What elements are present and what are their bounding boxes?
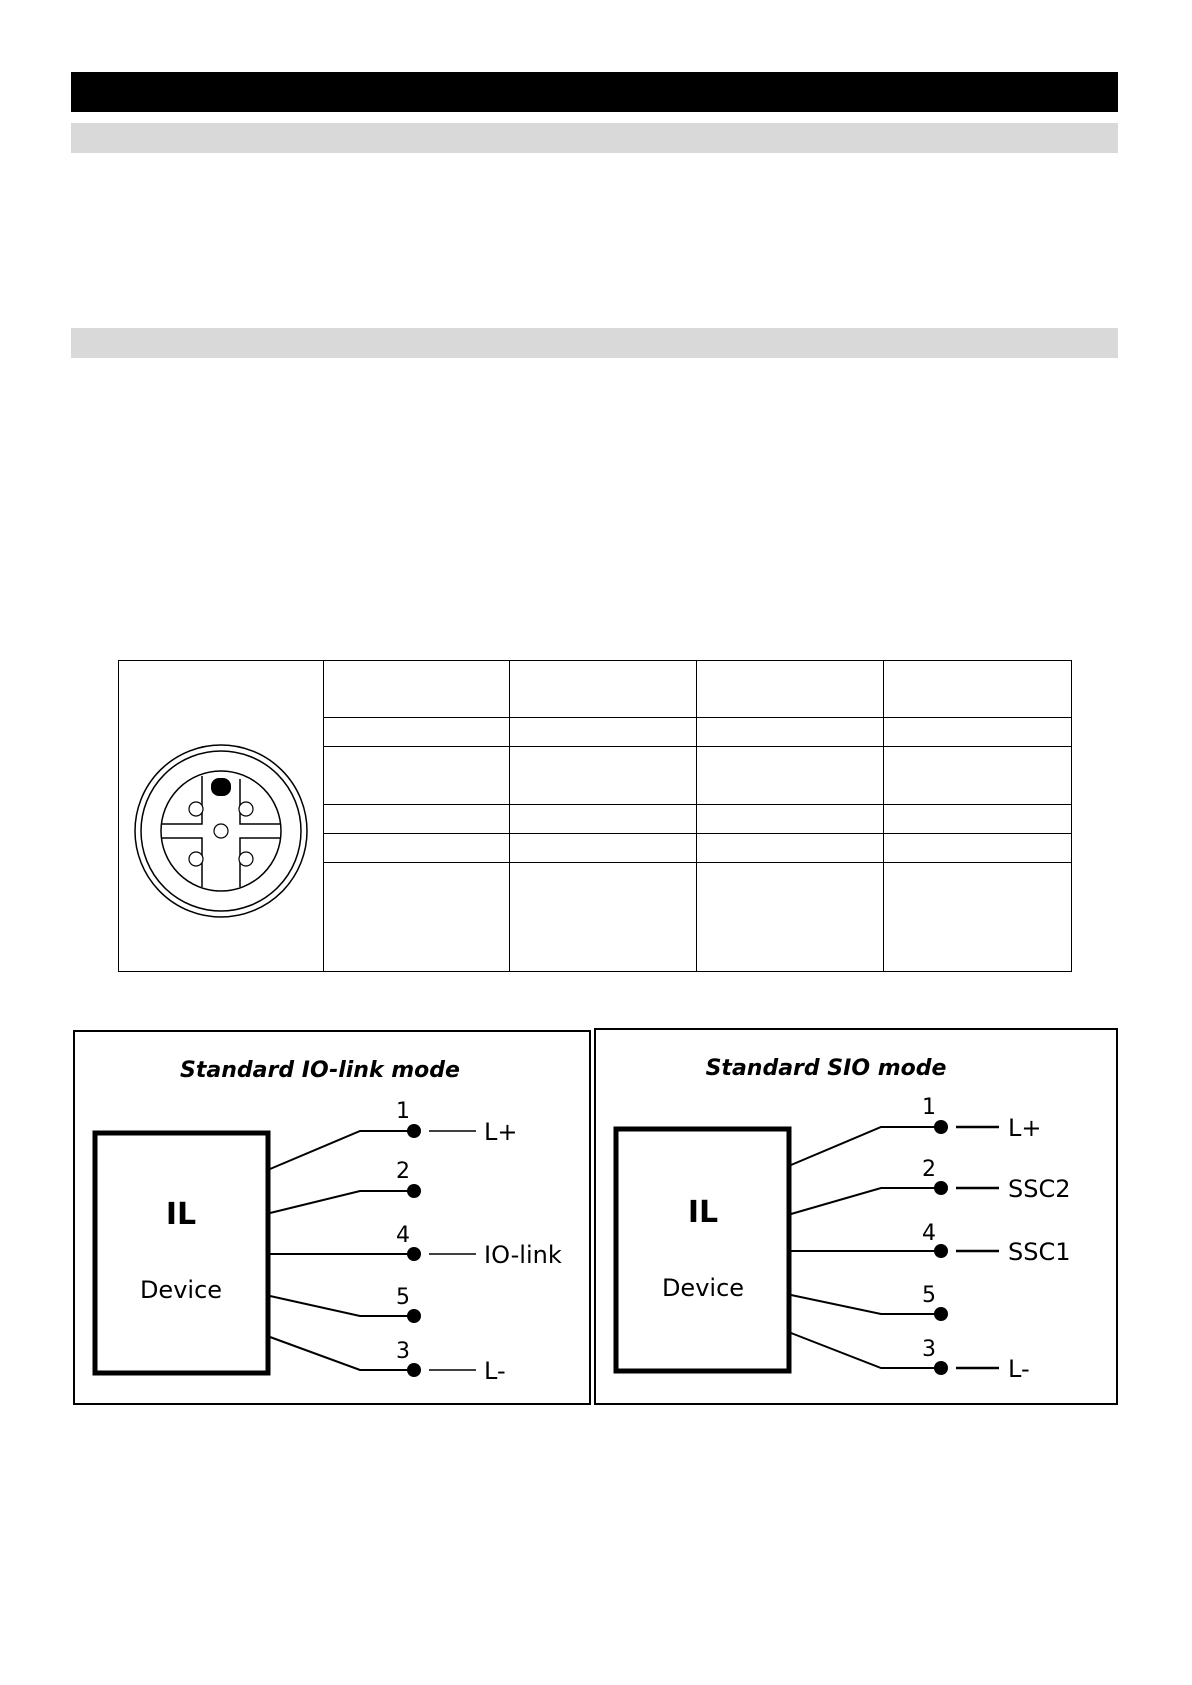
wire [270, 1296, 414, 1316]
m12-connector-icon [119, 661, 323, 971]
pin-number: 3 [396, 1339, 410, 1364]
connector-image-cell [119, 661, 324, 971]
device-box [616, 1129, 789, 1371]
terminal-dot [407, 1363, 421, 1377]
wire [270, 1191, 414, 1213]
section-header-bar [71, 72, 1118, 112]
io-link-mode-diagram [73, 1030, 591, 1405]
terminal-dot [407, 1124, 421, 1138]
pin-number: 4 [922, 1221, 936, 1246]
signal-label: L- [484, 1357, 506, 1385]
pin-number: 3 [922, 1337, 936, 1362]
subsection-bar [71, 328, 1118, 358]
device-box [95, 1133, 268, 1373]
terminal-dot [934, 1361, 948, 1375]
table-row-divider [323, 833, 1071, 834]
table-row-divider [323, 862, 1071, 863]
terminal-dot [934, 1120, 948, 1134]
pin-number: 1 [922, 1095, 936, 1120]
table-row-divider [323, 804, 1071, 805]
wire [791, 1188, 941, 1214]
device-label: Device [139, 1276, 223, 1304]
terminal-dot [407, 1309, 421, 1323]
device-label: Device [661, 1274, 745, 1302]
table-column [696, 661, 884, 971]
signal-label: L+ [484, 1118, 518, 1146]
terminal-dot [934, 1181, 948, 1195]
terminal-dot [934, 1307, 948, 1321]
subsection-bar [71, 123, 1118, 153]
wire [791, 1127, 941, 1165]
diagram-title: Standard SIO mode [705, 1056, 947, 1081]
terminal-dot [407, 1247, 421, 1261]
pin-number: 1 [396, 1099, 410, 1124]
signal-label: SSC1 [1008, 1238, 1071, 1266]
wire [270, 1131, 414, 1169]
table-row-divider [323, 717, 1071, 718]
device-code: IL [165, 1197, 197, 1232]
pin-assignment-table [118, 660, 1072, 972]
pin-number: 4 [396, 1223, 410, 1248]
wire [791, 1333, 941, 1368]
signal-label: SSC2 [1008, 1175, 1071, 1203]
signal-label: L- [1008, 1355, 1030, 1383]
wire [791, 1295, 941, 1314]
pin-number: 2 [396, 1159, 410, 1184]
terminal-dot [407, 1184, 421, 1198]
device-code: IL [687, 1195, 719, 1230]
wire [270, 1337, 414, 1370]
signal-label: IO-link [484, 1241, 562, 1269]
pin-number: 2 [922, 1157, 936, 1182]
sio-mode-diagram [594, 1028, 1118, 1405]
pin-number: 5 [396, 1285, 410, 1310]
signal-label: L+ [1008, 1114, 1042, 1142]
table-column [509, 661, 697, 971]
diagram-title: Standard IO-link mode [180, 1058, 460, 1083]
table-row-divider [323, 746, 1071, 747]
terminal-dot [934, 1244, 948, 1258]
pin-number: 5 [922, 1283, 936, 1308]
table-column [323, 661, 510, 971]
